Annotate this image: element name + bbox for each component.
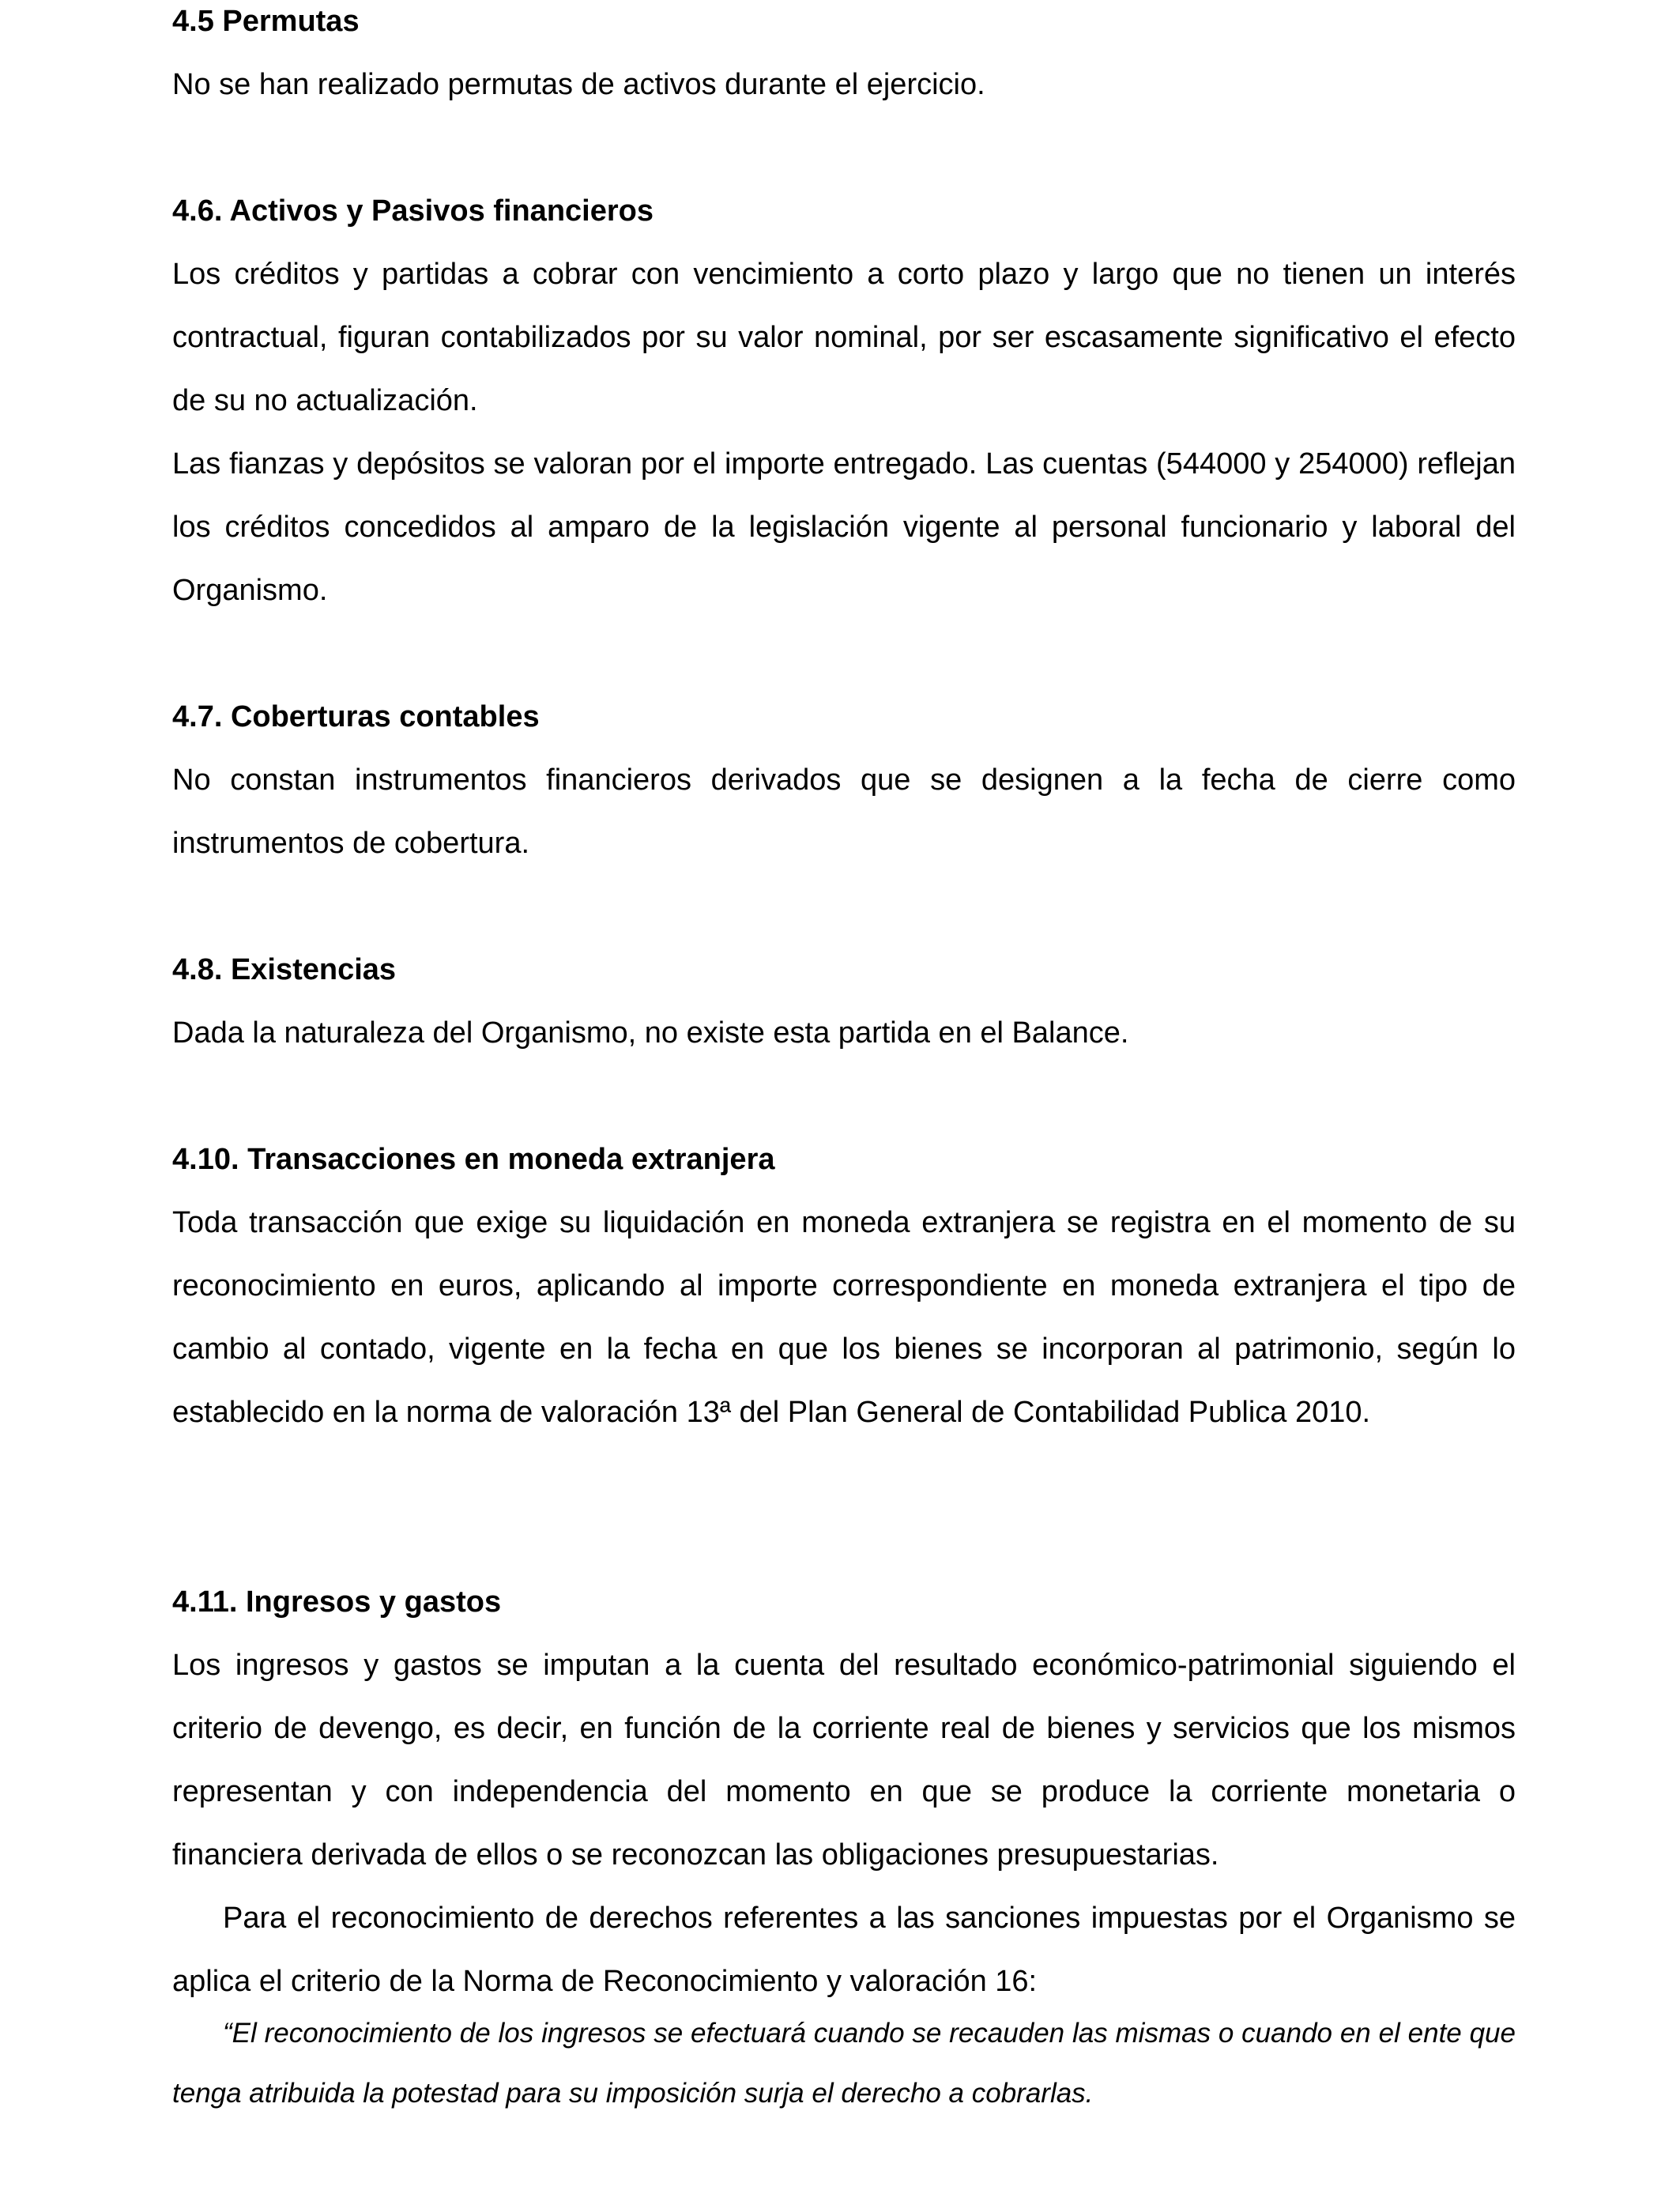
- paragraph-fianzas: Las fianzas y depósitos se valoran por el importe entregado. Las cuentas (544000 y 254000) reflejan los créditos concedidos al amparo de la legislación vigente al personal funcionario y laboral del Organismo.: [172, 447, 1516, 607]
- section-heading-activos-pasivos: 4.6. Activos y Pasivos financieros: [172, 194, 654, 228]
- section-heading-existencias: 4.8. Existencias: [172, 953, 397, 986]
- paragraph-creditos: Los créditos y partidas a cobrar con vencimiento a corto plazo y largo que no tienen un interés contractual, figuran contabilizados por su valor nominal, por ser escasamente significativo el efecto de su no actualización.: [172, 258, 1516, 417]
- paragraph-coberturas: No constan instrumentos financieros derivados que se designen a la fecha de cierre como instrumentos de cobertura.: [172, 763, 1516, 860]
- paragraph-ingresos-gastos: Los ingresos y gastos se imputan a la cuenta del resultado económico-patrimonial siguiendo el criterio de devengo, es decir, en función de la corriente real de bienes y servicios que los mismos representan y con independencia del momento en que se produce la corriente monetaria o financiera derivada de ellos o se reconozcan las obligaciones presupuestarias.: [172, 1649, 1516, 1872]
- paragraph-existencias: Dada la naturaleza del Organismo, no existe esta partida en el Balance.: [172, 1016, 1129, 1050]
- paragraph-transacciones: Toda transacción que exige su liquidación en moneda extranjera se registra en el momento de su reconocimiento en euros, aplicando al importe correspondiente en moneda extranjera el tipo de cambio al contado, vigente en la fecha en que los bienes se incorporan al patrimonio, según lo establecido en la norma de valoración 13ª del Plan General de Contabilidad Publica 2010.: [172, 1206, 1516, 1429]
- section-heading-transacciones: 4.10. Transacciones en moneda extranjera: [172, 1143, 775, 1176]
- section-heading-ingresos-gastos: 4.11. Ingresos y gastos: [172, 1585, 502, 1619]
- section-heading-coberturas: 4.7. Coberturas contables: [172, 700, 540, 733]
- quote-norma-16: “El reconocimiento de los ingresos se efectuará cuando se recauden las mismas o cuando en el ente que tenga atribuida la potestad para su imposición surja el derecho a cobrarlas.: [172, 2018, 1516, 2109]
- paragraph-permutas: No se han realizado permutas de activos durante el ejercicio.: [172, 68, 985, 101]
- paragraph-reconocimiento: Para el reconocimiento de derechos referentes a las sanciones impuestas por el Organismo se aplica el criterio de la Norma de Reconocimiento y valoración 16:: [172, 1902, 1516, 1998]
- section-heading-permutas: 4.5 Permutas: [172, 5, 360, 38]
